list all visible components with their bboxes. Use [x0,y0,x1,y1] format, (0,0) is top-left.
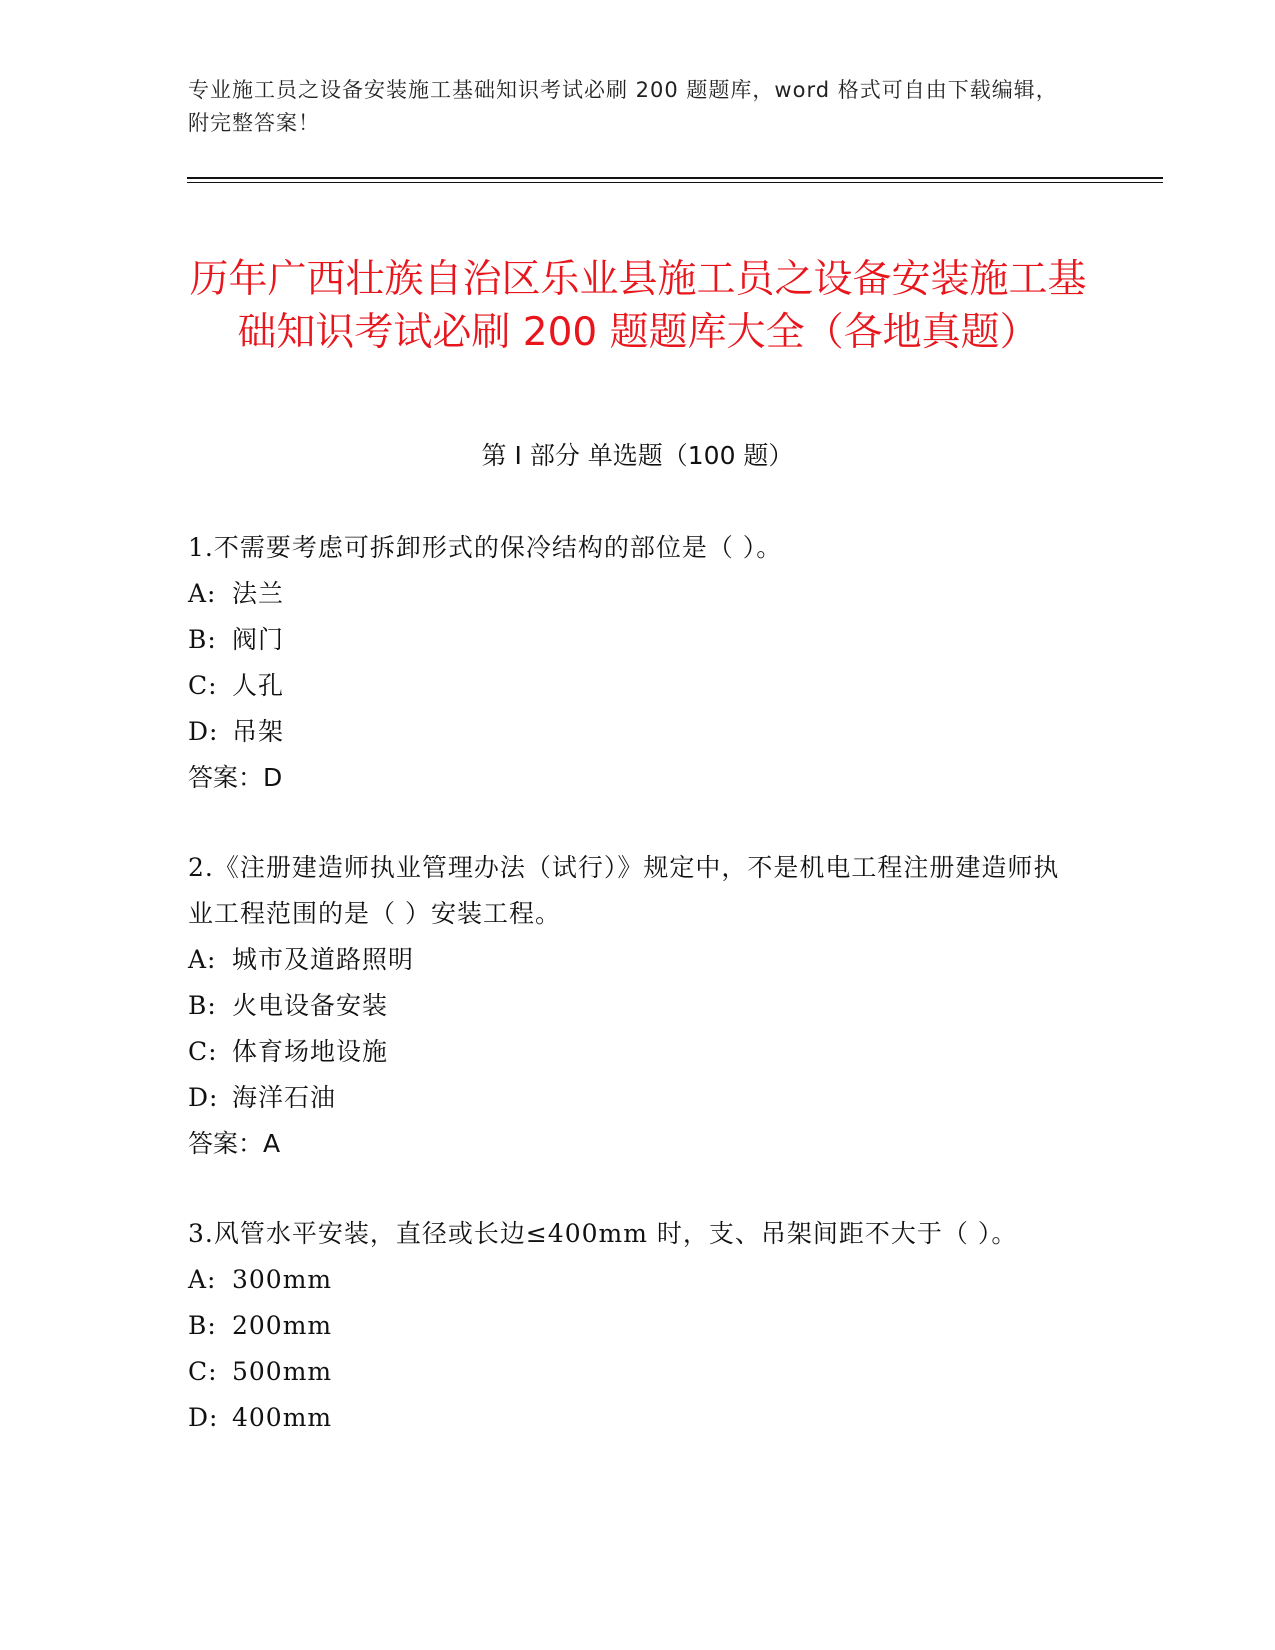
option-text: 阀门 [232,625,285,654]
option-d [188,709,1068,755]
option-d [188,1395,1068,1441]
option-c [188,1029,1068,1075]
option-letter: A: [188,579,217,608]
option-letter: C: [188,1357,218,1386]
question-1 [188,525,1068,801]
question-3 [188,1211,1068,1441]
option-text: 城市及道路照明 [232,945,415,974]
option-letter: C: [188,1037,218,1066]
option-text: 体育场地设施 [232,1037,389,1066]
section-heading: 第 I 部分 单选题（100 题） [481,441,794,470]
answer: 答案：D [188,763,283,792]
answer: 答案：A [188,1129,281,1158]
option-letter: D: [188,1403,219,1432]
header-note: 专业施工员之设备安装施工基础知识考试必刷 200 题题库，word 格式可自由下载编辑，附完整答案！ [188,78,1058,135]
option-text: 海洋石油 [232,1083,337,1112]
option-text: 法兰 [232,579,285,608]
question-2 [188,845,1068,1167]
option-a [188,1257,1068,1303]
option-text: 200mm [232,1311,333,1340]
option-letter: A: [188,1265,217,1294]
option-text: 吊架 [232,717,285,746]
document-title: 历年广西壮族自治区乐业县施工员之设备安装施工基础知识考试必刷 200 题题库大全（各地真题） [189,257,1087,356]
option-b [188,983,1068,1029]
option-letter: A: [188,945,217,974]
option-c [188,1349,1068,1395]
option-d [188,1075,1068,1121]
option-letter: B: [188,991,217,1020]
option-letter: D: [188,1083,219,1112]
option-letter: C: [188,671,218,700]
option-text: 300mm [232,1265,333,1294]
option-c [188,663,1068,709]
option-letter: B: [188,625,217,654]
option-text: 火电设备安装 [232,991,389,1020]
option-letter: D: [188,717,219,746]
option-text: 500mm [232,1357,333,1386]
option-b [188,1303,1068,1349]
option-b [188,617,1068,663]
option-a [188,937,1068,983]
question-stem: 1.不需要考虑可拆卸形式的保冷结构的部位是（ ）。 [188,533,783,562]
header-rule-thin [187,182,1163,183]
question-list [188,525,1068,1485]
option-a [188,571,1068,617]
option-text: 人孔 [232,671,285,700]
option-letter: B: [188,1311,217,1340]
question-stem: 3.风管水平安装，直径或长边≤400mm 时，支、吊架间距不大于（ ）。 [188,1219,1018,1248]
option-text: 400mm [232,1403,333,1432]
header-rule-thick [187,177,1163,179]
question-stem: 2.《注册建造师执业管理办法（试行）》规定中，不是机电工程注册建造师执业工程范围的是（ ）安装工程。 [188,853,1060,928]
